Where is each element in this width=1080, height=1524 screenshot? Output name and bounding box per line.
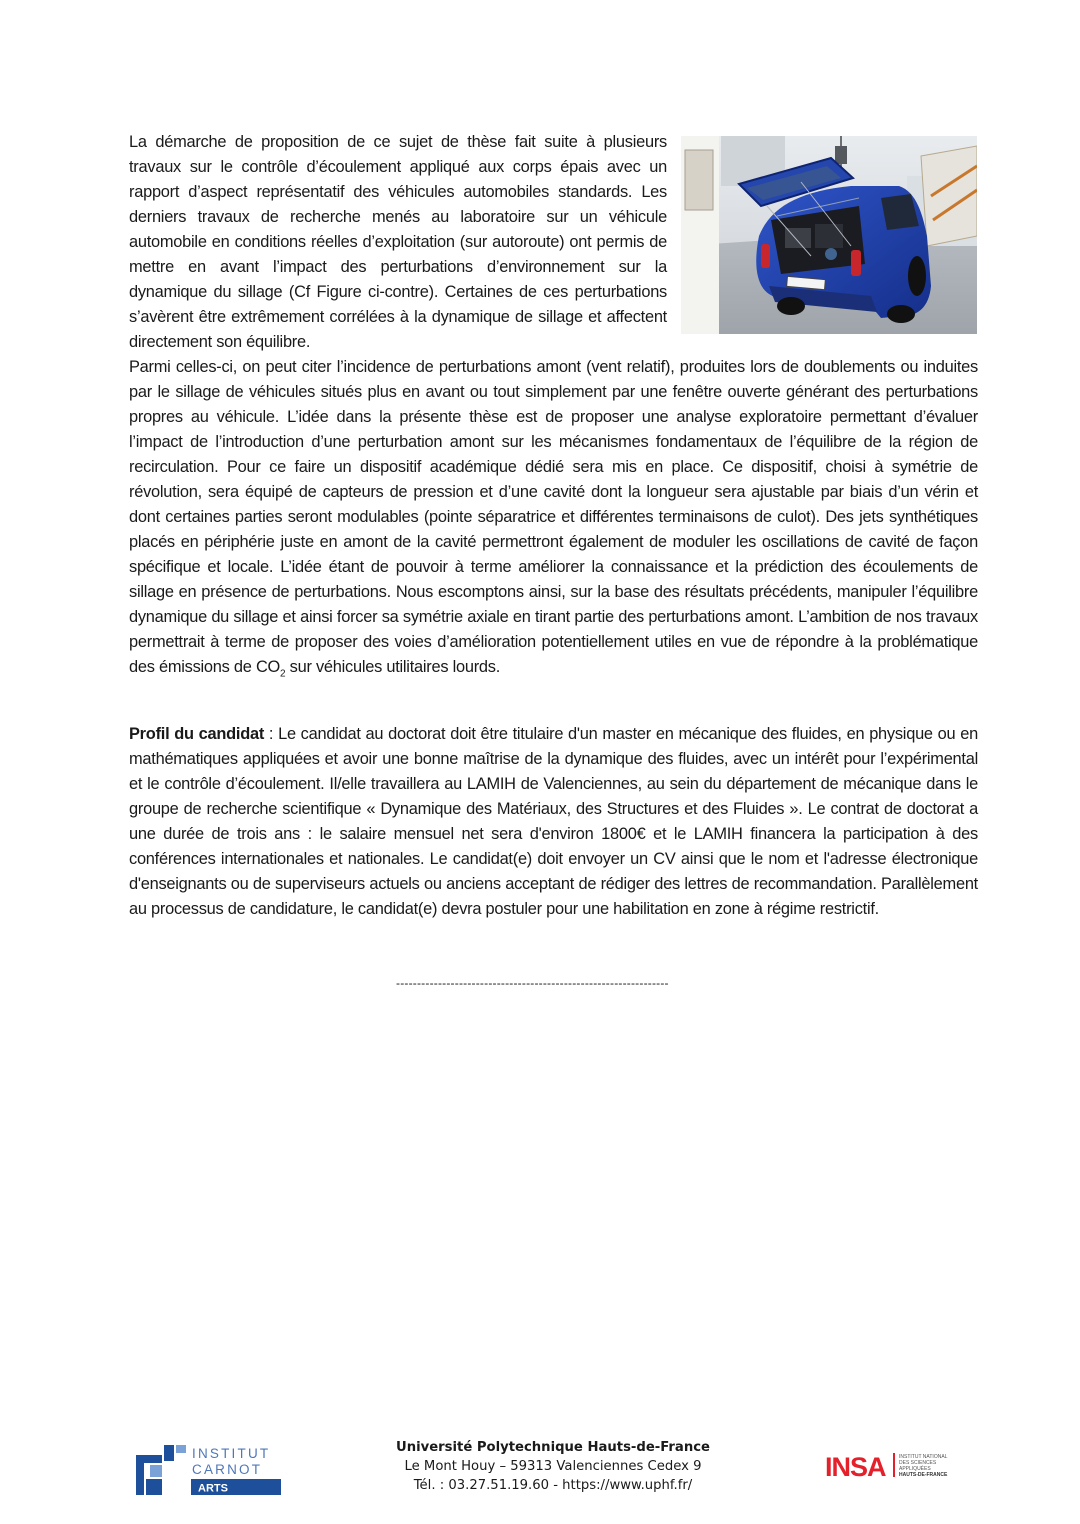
insa-wordmark: INSA (825, 1452, 886, 1481)
candidate-profile-label: Profil du candidat (129, 725, 265, 743)
institut-carnot-logo (136, 1443, 284, 1497)
carnot-text-institut: INSTITUT (192, 1446, 271, 1461)
candidate-profile-paragraph (129, 722, 978, 922)
candidate-profile-text: : Le candidat au doctorat doit être titulaire d'un master en mécanique des fluides, en physique ou en mathématiques appliquées et avoir une bonne maîtrise de la dynamique des fluides, avec un intérêt pour l’expérimental et le contrôle d’écoulement. Il/elle travaillera au LAMIH de Valenciennes, au sein du département de mécanique dans le groupe de recherche scientifique « Dynamique des Matériaux, des Structures et des Fluides ». Le contrat de doctorat a une durée de trois ans : le salaire mensuel net sera d'environ 1800€ et le LAMIH financera la participation à des conférences internationales et nationales. Le candidat(e) doit envoyer un CV ainsi que le nom et l'adresse électronique d'enseignants ou de superviseurs actuels ou anciens acceptant de rédiger des lettres de recommandation. Parallèlement au processus de candidature, le candidat(e) devra postuler pour une habilitation en zone à régime restrictif. (129, 725, 978, 918)
university-name: Université Polytechnique Hauts-de-France (396, 1440, 710, 1455)
insa-desc-4: HAUTS-DE-FRANCE (899, 1472, 948, 1478)
objectives-text: Parmi celles-ci, on peut citer l’incidence de perturbations amont (vent relatif), produites lors de doublements ou induites par le sillage de véhicules situés plus en avant ou tout simplement par une fenêtre ouverte générant des perturbations propres au véhicule. L’idée dans la présente thèse est de proposer une analyse exploratoire permettant d’évaluer l’impact de l’introduction d’une perturbation amont sur les mécanismes fondamentaux de l’équilibre de la région de recirculation. Pour ce faire un dispositif académique dédié sera mis en place. Ce dispositif, choisi à symétrie de révolution, sera équipé de capteurs de pression et d’une cavité dont la longueur sera ajustable par biais d’un vérin et dont certaines parties seront modulables (pointe séparatrice et différentes terminaisons de culot). Des jets synthétiques placés en périphérie juste en amont de la cavité permettront également de moduler les oscillations de cavité de façon spécifique et locale. L’idée étant de pouvoir à terme améliorer la connaissance et la prédiction des écoulements de sillage en présence de perturbations. Nous escomptons ainsi, sur la base des résultats précédents, manipuler l’équilibre dynamique du sillage et ainsi forcer sa symétrie axiale en tirant partie des perturbations amont. L’ambition de nos travaux permettrait à terme de proposer des voies d’amélioration potentiellement utiles en vue de répondre à la problématique des émissions de CO (129, 358, 978, 676)
university-contact: Tél. : 03.27.51.19.60 - https://www.uphf.fr/ (413, 1478, 693, 1493)
carnot-text-arts: ARTS (198, 1482, 228, 1495)
objectives-text-end: sur véhicules utilitaires lourds. (285, 658, 501, 676)
test-vehicle-photo (681, 136, 977, 334)
intro-paragraph: La démarche de proposition de ce sujet de thèse fait suite à plusieurs travaux sur le contrôle d’écoulement appliqué aux corps épais avec un rapport d’aspect représentatif des véhicules automobiles standards. Les derniers travaux de recherche menés au laboratoire sur un véhicule automobile en conditions réelles d’exploitation (sur autoroute) ont permis de mettre en avant l’impact des perturbations d’environnement sur la dynamique du sillage (Cf Figure ci-contre). Certaines de ces perturbations s’avèrent être extrêmement corrélées à la dynamique de sillage et affectent directement son équilibre. (129, 133, 667, 351)
objectives-paragraph (129, 355, 978, 680)
university-address: Le Mont Houy – 59313 Valenciennes Cedex 9 (404, 1459, 702, 1474)
footer-contact (330, 1438, 776, 1495)
insa-logo (825, 1451, 955, 1481)
insa-desc-2: DES SCIENCES (899, 1460, 937, 1466)
insa-desc-1: INSTITUT NATIONAL (899, 1454, 948, 1460)
co2-subscript: 2 (280, 668, 286, 680)
section-separator: ----------------------------------------------------------------- (396, 976, 669, 990)
carnot-text-carnot: CARNOT (192, 1462, 263, 1477)
insa-desc-3: APPLIQUÉES (899, 1466, 931, 1472)
